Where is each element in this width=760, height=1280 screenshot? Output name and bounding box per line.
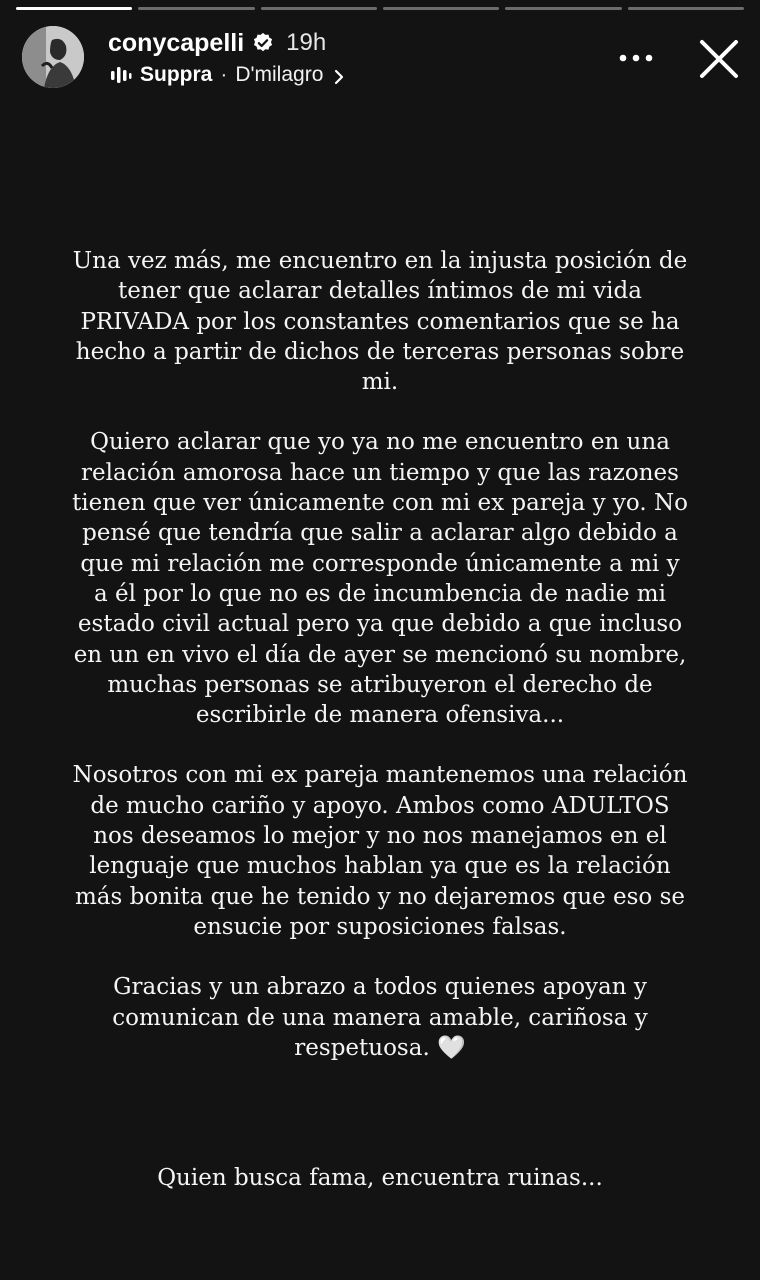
music-song: D'milagro: [235, 63, 324, 86]
progress-segment: [16, 7, 132, 10]
story-paragraph: Nosotros con mi ex pareja mantenemos una relación de mucho cariño y apoyo. Ambos como ADULTOS nos deseamos lo mejor y no nos manejamos en el lenguaje que muchos hablan ya que es la relación más bonita que he tenido y no dejaremos que eso se ensucie por suposiciones falsas.: [72, 762, 688, 940]
story-paragraph: Gracias y un abrazo a todos quienes apoyan y comunican de una manera amable, cariñosa y respetuosa. 🤍: [112, 974, 648, 1061]
story-text: [70, 246, 690, 1093]
story-header: [22, 26, 742, 90]
story-progress-bar: [16, 7, 744, 10]
chevron-right-icon: [333, 67, 345, 83]
verified-badge-icon: [252, 32, 274, 54]
progress-segment: [505, 7, 621, 10]
avatar[interactable]: [22, 26, 84, 88]
story-paragraph: Quiero aclarar que yo ya no me encuentro en una relación amorosa hace un tiempo y que las razones tienen que ver únicamente con mi ex pareja y yo. No pensé que tendría que salir a aclarar algo debido a que mi relación me corresponde únicamente a mi y a él por lo que no es de incumbencia de nadie mi estado civil actual pero ya que debido a que incluso en un en vivo el día de ayer se mencionó su nombre, muchas personas se atribuyeron el derecho de escribirle de manera ofensiva...: [72, 429, 688, 729]
closing-line: Quien busca fama, encuentra ruinas...: [157, 1165, 603, 1191]
progress-segment: [138, 7, 254, 10]
audio-bars-icon: [110, 66, 132, 84]
progress-segment: [383, 7, 499, 10]
close-button[interactable]: [696, 36, 742, 82]
user-line: [108, 28, 326, 58]
post-time: 19h: [286, 29, 327, 56]
progress-segment: [628, 7, 744, 10]
more-options-button[interactable]: [616, 44, 656, 72]
progress-fill: [16, 7, 132, 10]
close-icon: [696, 36, 742, 82]
story-paragraph: Una vez más, me encuentro en la injusta posición de tener que aclarar detalles íntimos de mi vida PRIVADA por los constantes comentarios que se ha hecho a partir de dichos de terceras personas sobre mi.: [72, 248, 688, 396]
music-separator: ·: [220, 63, 228, 86]
music-artist: Suppra: [140, 63, 213, 86]
more-horizontal-icon: [619, 54, 653, 62]
progress-segment: [261, 7, 377, 10]
username[interactable]: conycapelli: [108, 28, 245, 57]
music-attribution[interactable]: [110, 60, 345, 90]
